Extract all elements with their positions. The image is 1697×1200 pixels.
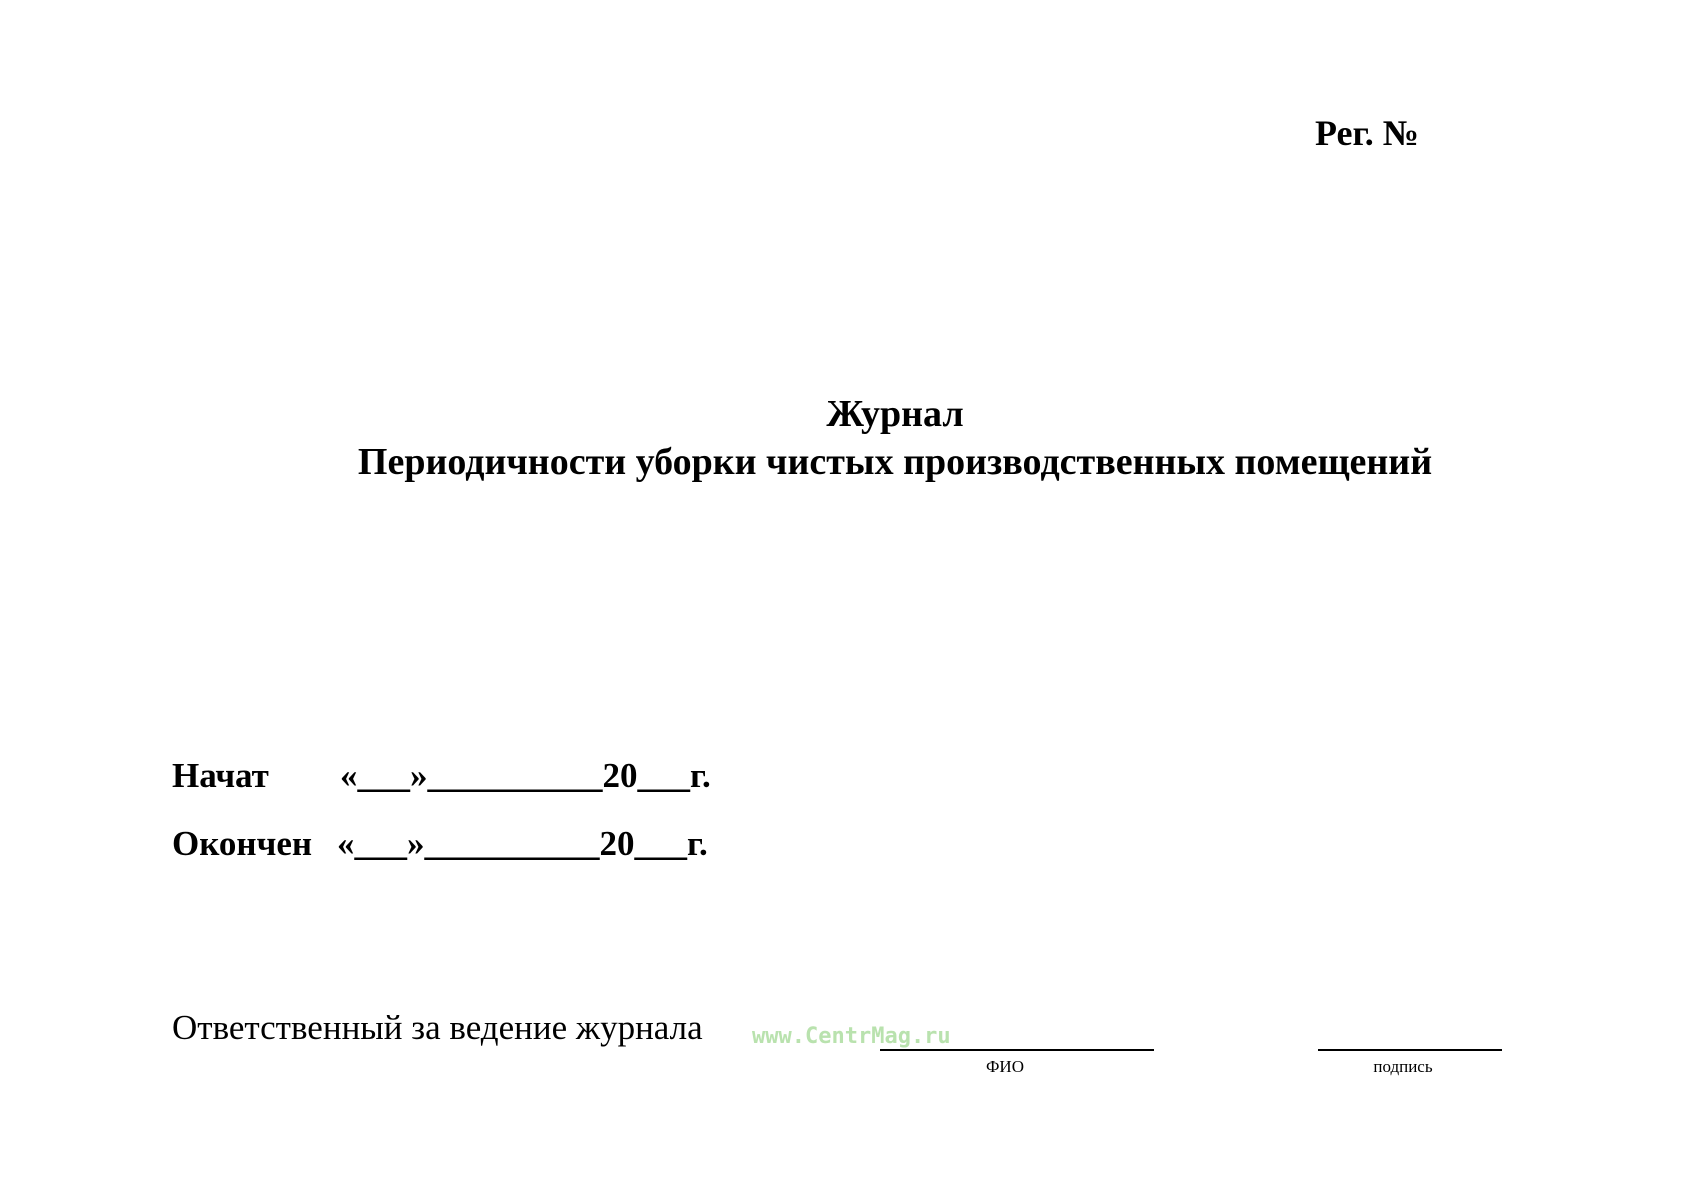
page-title: Журнал — [826, 393, 964, 435]
signature-caption: подпись — [1373, 1057, 1433, 1076]
started-date-field: «___»__________20___г. — [340, 756, 711, 795]
finished-label: Окончен — [172, 824, 313, 863]
signature-line — [1318, 1049, 1502, 1051]
finished-date-line — [172, 824, 708, 864]
fio-signature-line — [880, 1049, 1154, 1051]
page-subtitle: Периодичности уборки чистых производственных помещений — [357, 441, 1433, 483]
started-date-line — [172, 756, 711, 796]
responsible-label: Ответственный за ведение журнала — [172, 1008, 703, 1047]
registration-number-label: Рег. № — [1315, 113, 1419, 153]
title-block — [0, 390, 1697, 486]
finished-date-field: «___»__________20___г. — [337, 824, 708, 863]
fio-caption: ФИО — [986, 1057, 1024, 1076]
started-label: Начат — [172, 756, 269, 795]
watermark-text: www.CentrMag.ru — [752, 1024, 951, 1049]
